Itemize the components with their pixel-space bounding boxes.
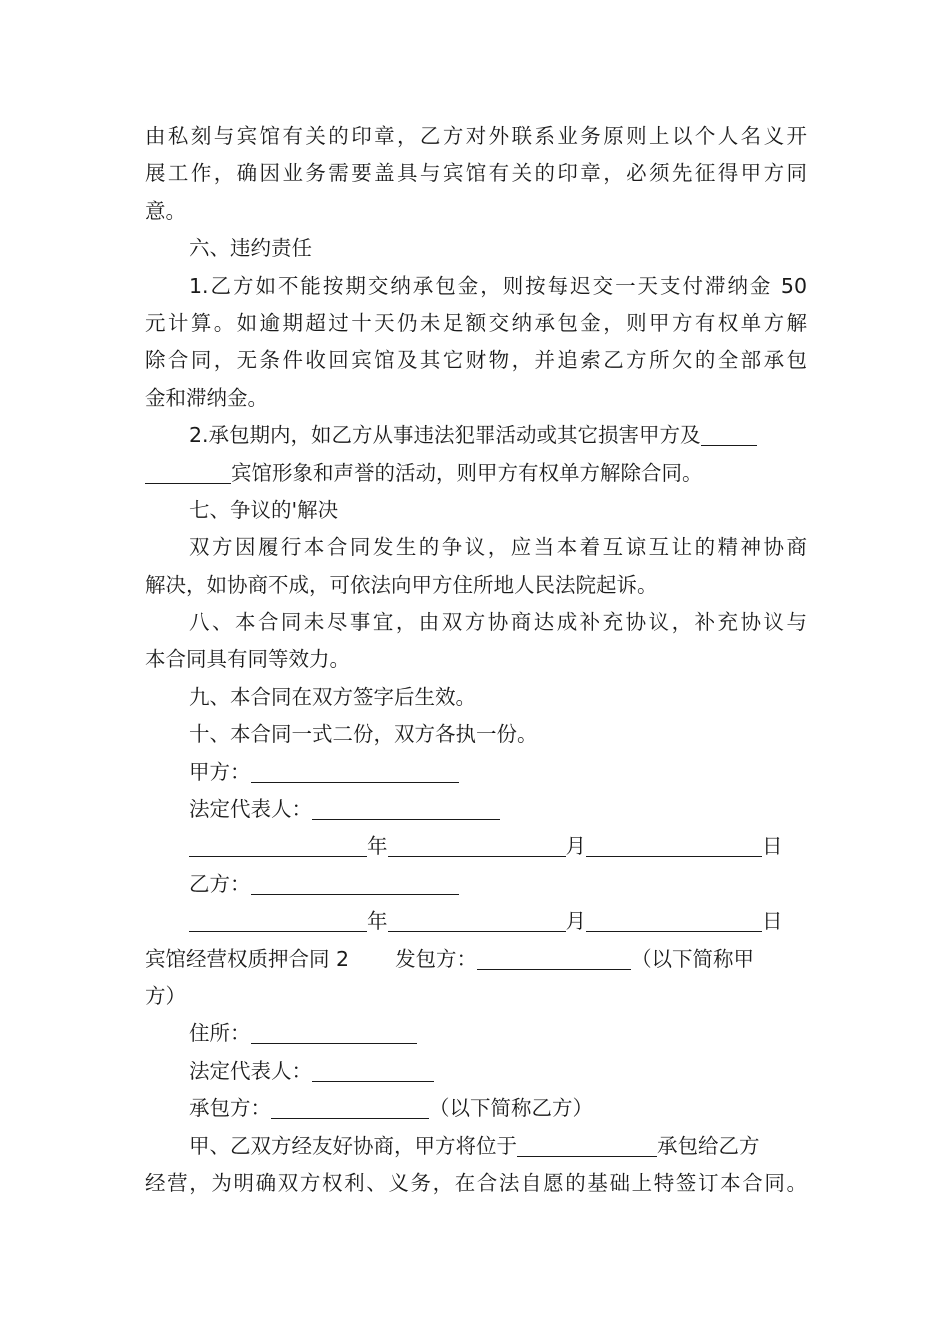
blank-field[interactable] [586,907,762,932]
text-line [145,417,807,454]
text-segment: 甲、乙双方经友好协商，甲方将位于 [189,1133,517,1158]
contract-title: 宾馆经营权质押合同 2 [145,946,350,971]
text-segment: （以下简称甲 [631,946,755,971]
contractor-label: 发包方： [395,946,478,971]
blank-field[interactable] [477,945,631,970]
signature-line-party-a [145,754,807,791]
text-line: 金和滞纳金。 [145,385,268,410]
blank-field[interactable] [388,832,566,857]
blank-field[interactable] [189,907,367,932]
contractee-line [145,1090,807,1127]
day-label: 日 [762,834,783,859]
text-line [145,1128,807,1165]
text-line: 十、本合同一式二份，双方各执一份。 [189,722,538,747]
text-line: 方） [145,983,186,1008]
party-b-label: 乙方： [189,871,251,896]
text-line: 除合同，无条件收回宾馆及其它财物，并追索乙方所欠的全部承包 [145,348,807,373]
blank-field[interactable] [271,1094,429,1119]
address-label: 住所： [189,1021,251,1046]
date-line [145,828,807,865]
signature-line-representative [145,791,807,828]
text-line [145,455,807,492]
blank-field[interactable] [251,1019,417,1044]
party-a-label: 甲方： [189,759,251,784]
blank-field[interactable] [145,459,231,484]
blank-field[interactable] [312,795,500,820]
text-line: 元计算。如逾期超过十天仍未足额交纳承包金，则甲方有权单方解 [145,310,807,335]
text-segment: 2.承包期内，如乙方从事违法犯罪活动或其它损害甲方及 [189,423,701,448]
day-label: 日 [762,909,783,934]
section-heading: 七、争议的'解决 [189,497,339,522]
blank-field[interactable] [701,421,757,446]
month-label: 月 [565,909,586,934]
text-line: 解决，如协商不成，可依法向甲方住所地人民法院起诉。 [145,572,658,597]
representative-label: 法定代表人： [189,1058,312,1083]
text-line: 由私刻与宾馆有关的印章，乙方对外联系业务原则上以个人名义开 [145,124,807,148]
document-page [145,118,807,1202]
text-line: 1.乙方如不能按期交纳承包金，则按每迟交一天支付滞纳金 50 [189,273,807,298]
representative-label: 法定代表人： [189,797,312,822]
year-label: 年 [367,834,388,859]
text-line [145,941,807,978]
text-line: 经营，为明确双方权利、义务，在合法自愿的基础上特签订本合同。 [145,1170,807,1195]
text-line: 八、本合同未尽事宜，由双方协商达成补充协议，补充协议与 [189,610,807,635]
address-line [145,1015,807,1052]
blank-field[interactable] [251,870,459,895]
text-line: 意。 [145,198,186,223]
text-segment: 宾馆形象和声誉的活动，则甲方有权单方解除合同。 [231,460,703,485]
date-line [145,903,807,940]
year-label: 年 [367,909,388,934]
month-label: 月 [565,834,586,859]
blank-field[interactable] [517,1132,657,1157]
text-line: 展工作，确因业务需要盖具与宾馆有关的印章，必须先征得甲方同 [145,161,807,186]
text-segment: （以下简称乙方） [429,1096,593,1121]
blank-field[interactable] [189,832,367,857]
blank-field[interactable] [388,907,566,932]
blank-field[interactable] [251,758,459,783]
blank-field[interactable] [586,832,762,857]
blank-field[interactable] [312,1057,434,1082]
section-heading: 六、违约责任 [189,236,312,261]
text-line: 双方因履行本合同发生的争议，应当本着互谅互让的精神协商 [189,535,807,560]
text-segment: 承包给乙方 [657,1133,760,1158]
contractee-label: 承包方： [189,1096,271,1121]
text-line: 本合同具有同等效力。 [145,647,350,672]
text-line: 九、本合同在双方签字后生效。 [189,684,476,709]
signature-line-party-b [145,866,807,903]
representative-line [145,1053,807,1090]
